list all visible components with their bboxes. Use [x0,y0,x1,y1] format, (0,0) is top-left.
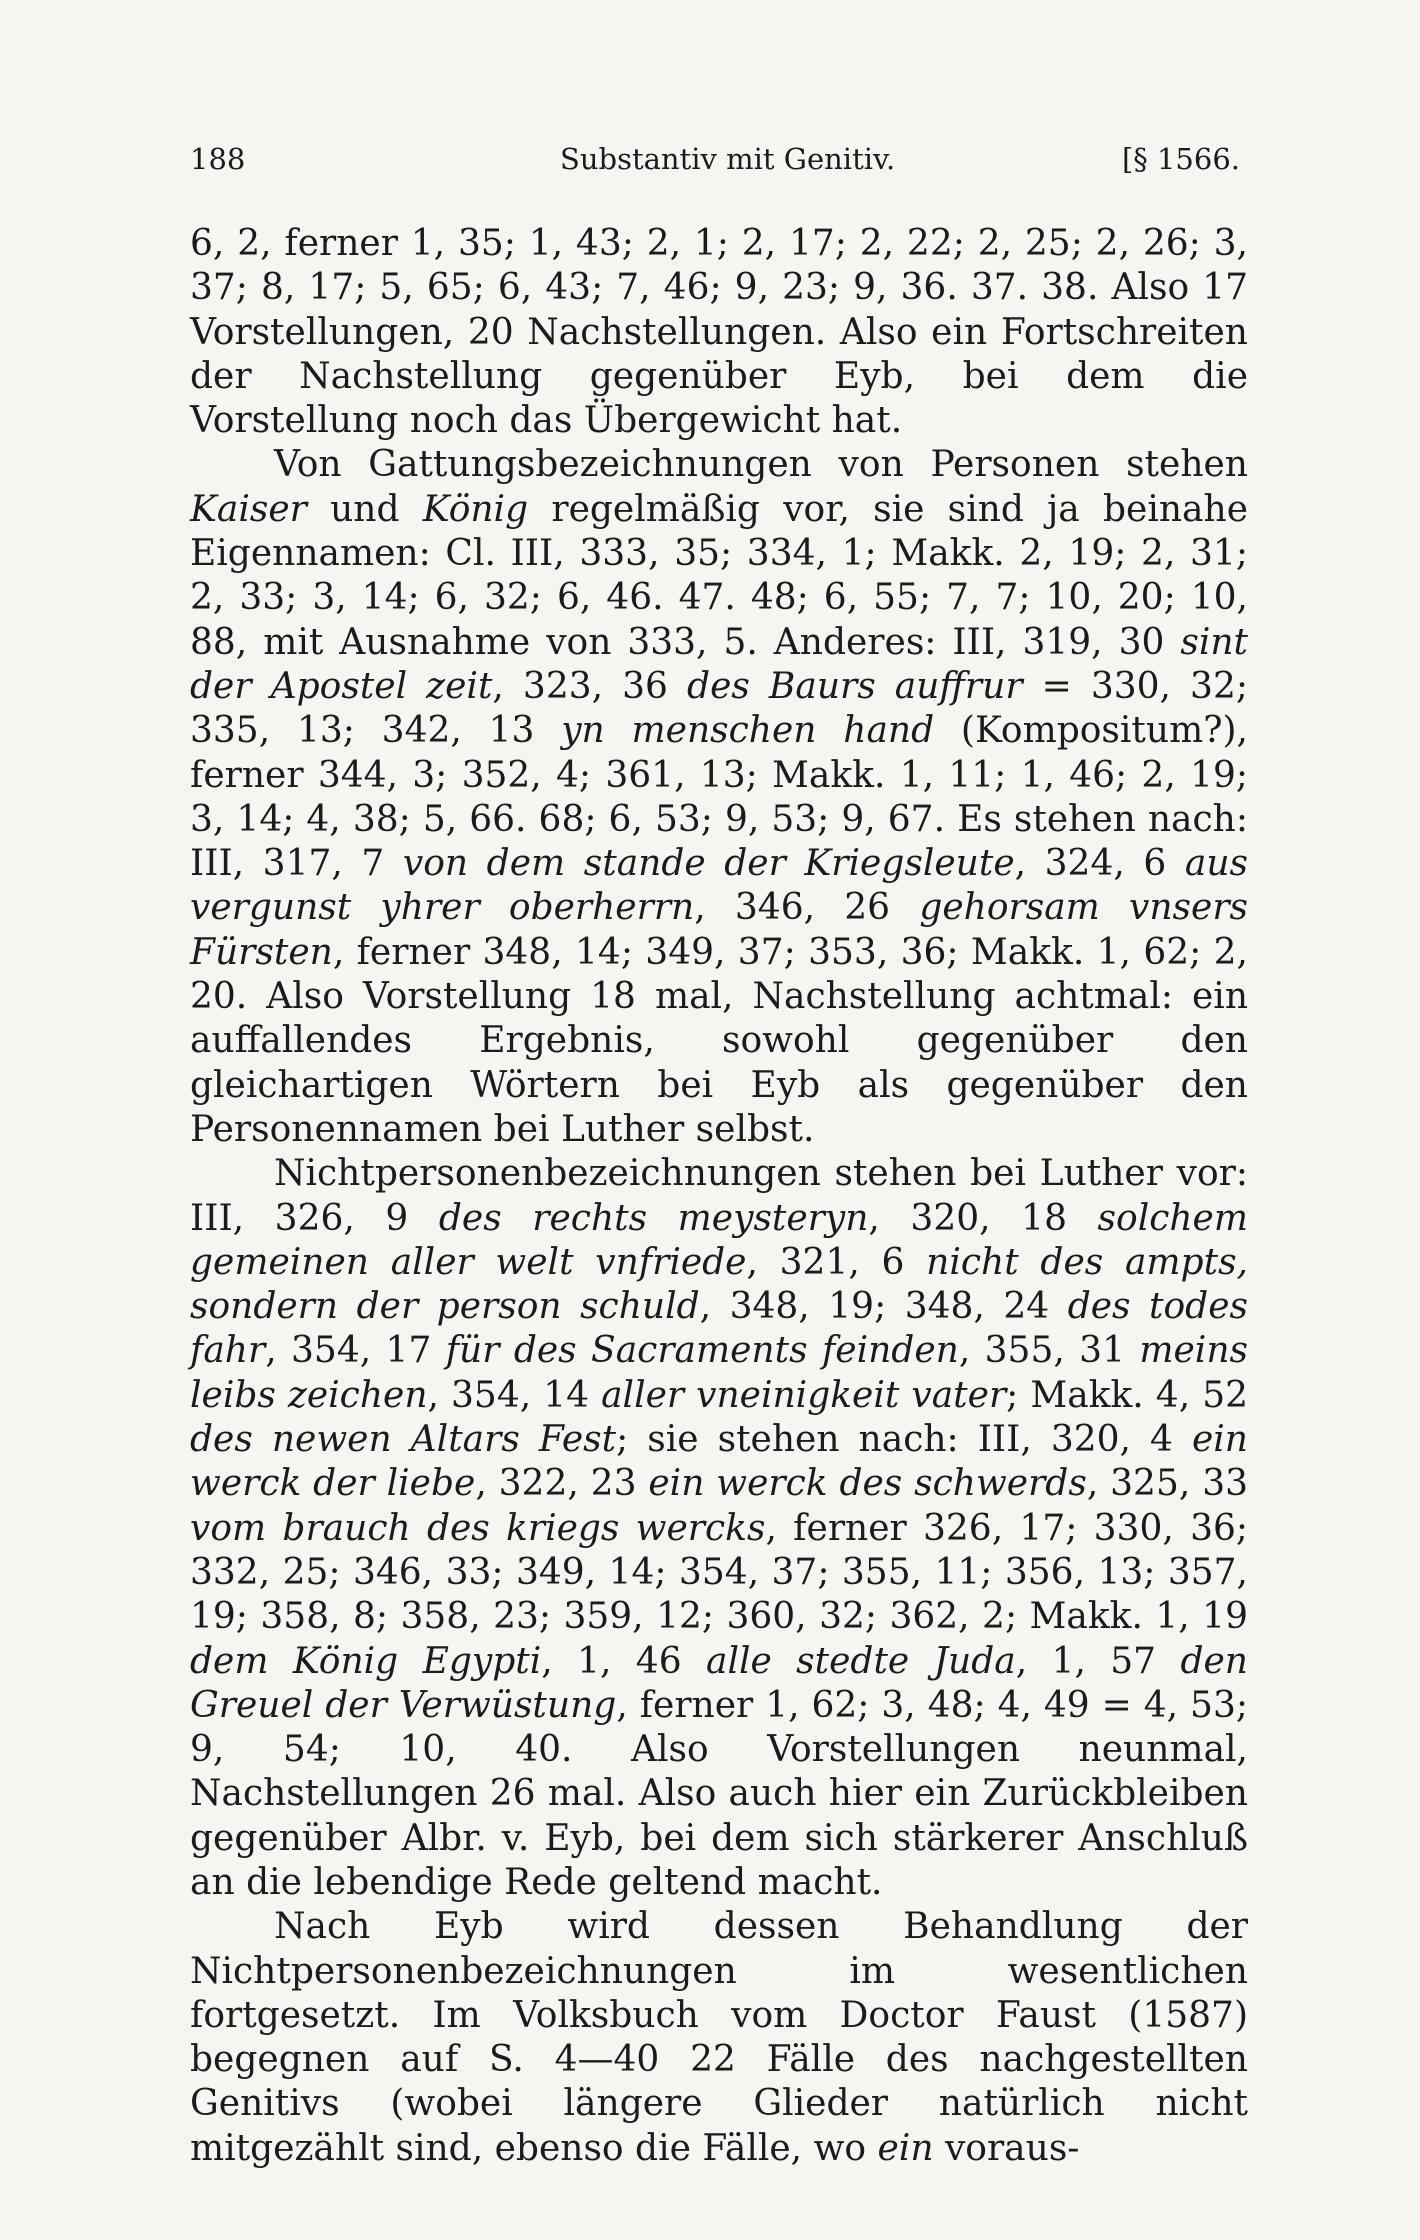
italic-quotation: sint der Apostel zeit [190,621,1248,707]
italic-quotation: nicht des ampts, sondern der person schuld [190,1241,1248,1328]
text-run: , 1, 57 [1015,1640,1181,1682]
paragraph [190,1152,1248,1905]
italic-quotation: solchem gemeinen aller welt vnfriede [190,1197,1248,1283]
italic-quotation: ein werck der liebe [190,1419,1248,1505]
text-run: voraus- [933,2127,1080,2169]
italic-quotation: alle stedte Juda [705,1640,1016,1682]
text-run: , 346, 26 [694,887,920,929]
italic-quotation: König [422,488,529,530]
italic-quotation: des Baurs auffrur [687,665,1023,707]
italic-quotation: yn menschen hand [561,710,935,752]
italic-quotation: ein [877,2127,934,2169]
page-number: 188 [190,142,246,176]
body-text [190,222,1248,2171]
text-run: , 321, 6 [746,1241,927,1283]
italic-quotation: aus vergunst yhrer oberherrn [190,843,1248,929]
text-run: Nichtpersonenbezeichnungen stehen bei Luther vor: III, 326, 9 [190,1153,1248,1239]
text-run: Von Gattungsbezeichnungen von Personen stehen [274,444,1248,486]
text-run: , 354, 17 [265,1330,446,1372]
text-run: , 348, 19; 348, 24 [699,1286,1068,1328]
paragraph [190,443,1248,1152]
text-run: , 320, 18 [868,1197,1098,1239]
text-run: Nach Eyb wird dessen Behandlung der Nichtpersonenbezeichnungen im wesentlichen fortgesetzt. Im Volksbuch vom Doctor Faust (1587) begegnen auf S. 4—40 22 Fälle des nachgestellten Genitivs (wobei längere Glieder natürlich nicht mitgezählt sind, ebenso die Fälle, wo [190,1906,1248,2169]
text-run: , 322, 23 [475,1463,649,1505]
section-marker: [§ 1566. [1121,142,1240,176]
text-run: , ferner 1, 62; 3, 48; 4, 49 = 4, 53; 9, 54; 10, 40. Also Vorstellungen neunmal, Nachstellungen 26 mal. Also auch hier ein Zurückbleiben gegenüber Albr. v. Eyb, bei dem sich stärkerer Anschluß an die lebendige Rede geltend macht. [190,1684,1248,1903]
italic-quotation: vom brauch des kriegs wercks [190,1507,766,1549]
running-header [190,142,1240,182]
running-title: Substantiv mit Genitiv. [560,142,896,176]
italic-quotation: des rechts meysteryn [438,1197,869,1239]
paragraph [190,222,1248,443]
text-run: , 323, 36 [492,665,688,707]
text-run: , 324, 6 [1014,843,1185,885]
text-run: und [306,488,423,530]
italic-quotation: aller vneinigkeit vater [601,1374,1007,1416]
italic-quotation: meins leibs zeichen [190,1330,1248,1416]
text-run: ; sie stehen nach: III, 320, 4 [616,1419,1192,1461]
text-run: , ferner 326, 17; 330, 36; 332, 25; 346, 33; 349, 14; 354, 37; 355, 11; 356, 13; 357, 19; 358, 8; 358, 23; 359, 12; 360, 32; 362, 2; Makk. 1, 19 [190,1507,1249,1638]
text-run: (Kompositum?), ferner 344, 3; 352, 4; 361, 13; Makk. 1, 11; 1, 46; 2, 19; 3, 14; 4, 38; 5, 66. 68; 6, 53; 9, 53; 9, 67. Es stehen nach: III, 317, 7 [190,710,1248,885]
italic-quotation: dem König Egypti [190,1640,542,1682]
text-run: ; Makk. 4, 52 [1006,1374,1249,1416]
text-run: , ferner 348, 14; 349, 37; 353, 36; Makk. 1, 62; 2, 20. Also Vorstellung 18 mal, Nachstellung achtmal: ein auffallendes Ergebnis, sowohl gegenüber den gleichartigen Wörtern bei Eyb als gegenüber den Personennamen bei Luther selbst. [190,931,1248,1150]
text-run: , 354, 14 [427,1374,602,1416]
text-run: regelmäßig vor, sie sind ja beinahe Eigennamen: Cl. III, 333, 35; 334, 1; Makk. 2, 19; 2, 31; 2, 33; 3, 14; 6, 32; 6, 46. 47. 48; 6, 55; 7, 7; 10, 20; 10, 88, mit Ausnahme von 333, 5. Anderes: III, 319, 30 [190,488,1248,663]
italic-quotation: von dem stande der Kriegsleute [402,843,1015,885]
text-run: = 330, 32; 335, 13; 342, 13 [190,665,1248,752]
italic-quotation: des todes fahr [190,1286,1249,1372]
italic-quotation: gehorsam vnsers Fürsten [190,887,1249,973]
text-run: , 1, 46 [541,1640,706,1682]
italic-quotation: den Greuel der Verwüstung [190,1640,1248,1726]
paragraph [190,1905,1248,2171]
italic-quotation: für des Sacraments feinden [445,1330,959,1372]
italic-quotation: ein werck des schwerds [648,1463,1087,1505]
text-run: , 325, 33 [1086,1463,1248,1505]
italic-quotation: des newen Altars Fest [190,1419,617,1461]
italic-quotation: Kaiser [190,488,307,530]
text-run: 6, 2, ferner 1, 35; 1, 43; 2, 1; 2, 17; 2, 22; 2, 25; 2, 26; 3, 37; 8, 17; 5, 65; 6, 43; 7, 46; 9, 23; 9, 36. 37. 38. Also 17 Vorstellungen, 20 Nachstellungen. Also ein Fortschreiten der Nachstellung gegenüber Eyb, bei dem die Vorstellung noch das Übergewicht hat. [190,223,1248,442]
text-run: , 355, 31 [958,1330,1140,1372]
